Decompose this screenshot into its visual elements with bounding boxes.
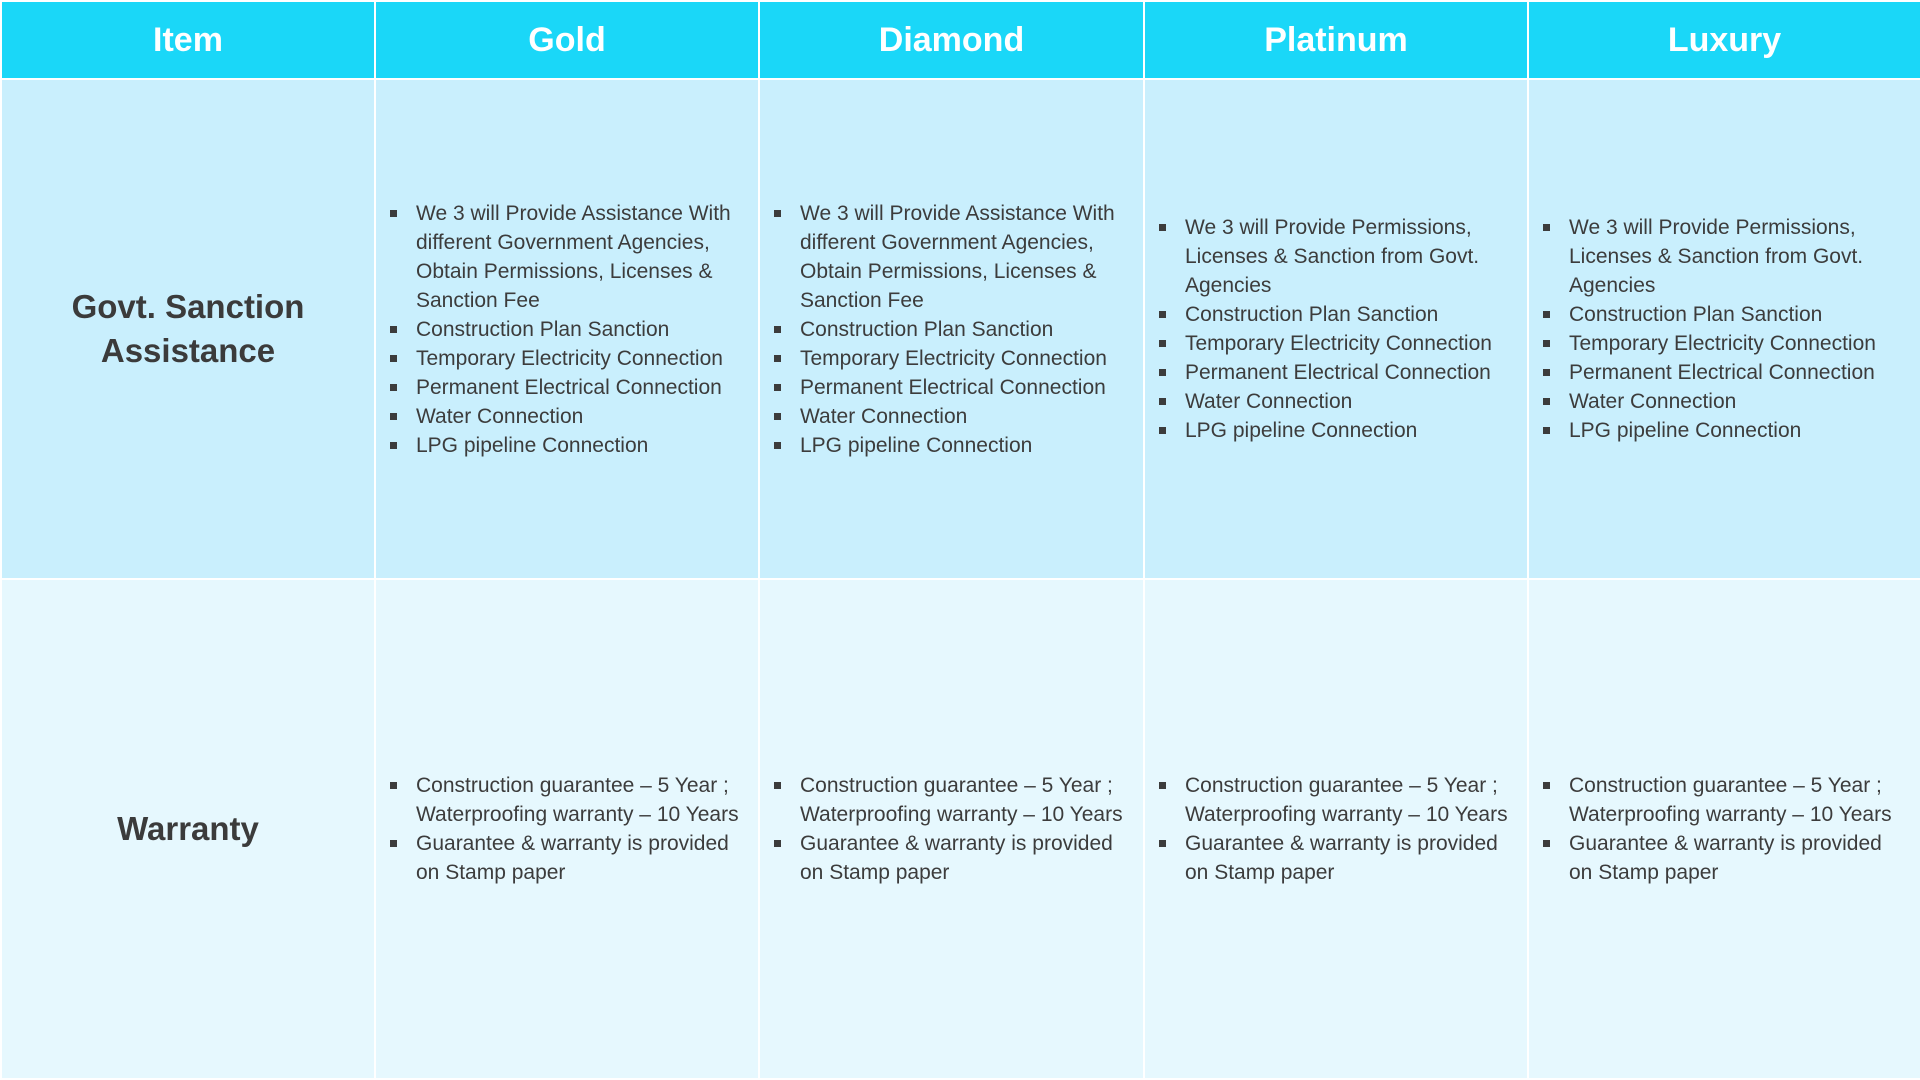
feature-list <box>1529 213 1920 445</box>
header-luxury: Luxury <box>1528 1 1920 79</box>
cell-diamond-govt-sanction <box>759 79 1144 579</box>
list-item: LPG pipeline Connection <box>800 431 1129 460</box>
list-item: Temporary Electricity Connection <box>1185 329 1513 358</box>
feature-list <box>1145 213 1527 445</box>
list-item: Temporary Electricity Connection <box>416 344 744 373</box>
list-item: Guarantee & warranty is provided on Stamp paper <box>1185 829 1513 887</box>
list-item: Construction Plan Sanction <box>1185 300 1513 329</box>
feature-list <box>1529 771 1920 887</box>
row-govt-sanction <box>1 79 1920 579</box>
feature-list <box>760 771 1143 887</box>
cell-platinum-govt-sanction <box>1144 79 1528 579</box>
cell-diamond-warranty <box>759 579 1144 1079</box>
list-item: Water Connection <box>416 402 744 431</box>
feature-list <box>376 771 758 887</box>
list-item: Permanent Electrical Connection <box>1185 358 1513 387</box>
header-item: Item <box>1 1 375 79</box>
list-item: LPG pipeline Connection <box>1569 416 1906 445</box>
list-item: Guarantee & warranty is provided on Stamp paper <box>1569 829 1906 887</box>
feature-list <box>376 199 758 460</box>
list-item: Temporary Electricity Connection <box>1569 329 1906 358</box>
header-platinum: Platinum <box>1144 1 1528 79</box>
list-item: Construction Plan Sanction <box>800 315 1129 344</box>
cell-luxury-govt-sanction <box>1528 79 1920 579</box>
feature-list <box>760 199 1143 460</box>
header-diamond: Diamond <box>759 1 1144 79</box>
row-label-govt-sanction <box>1 79 375 579</box>
list-item: We 3 will Provide Assistance With different Government Agencies, Obtain Permissions, Licenses & Sanction Fee <box>800 199 1129 315</box>
cell-gold-warranty <box>375 579 759 1079</box>
header-gold: Gold <box>375 1 759 79</box>
list-item: Construction guarantee – 5 Year ; Waterproofing warranty – 10 Years <box>416 771 744 829</box>
cell-luxury-warranty <box>1528 579 1920 1079</box>
list-item: LPG pipeline Connection <box>416 431 744 460</box>
list-item: LPG pipeline Connection <box>1185 416 1513 445</box>
row-label-text: Govt. Sanction Assistance <box>71 288 305 369</box>
list-item: Guarantee & warranty is provided on Stamp paper <box>800 829 1129 887</box>
list-item: Temporary Electricity Connection <box>800 344 1129 373</box>
list-item: Permanent Electrical Connection <box>1569 358 1906 387</box>
list-item: Construction Plan Sanction <box>1569 300 1906 329</box>
list-item: Construction guarantee – 5 Year ; Waterproofing warranty – 10 Years <box>1569 771 1906 829</box>
list-item: Water Connection <box>1185 387 1513 416</box>
cell-platinum-warranty <box>1144 579 1528 1079</box>
list-item: Water Connection <box>800 402 1129 431</box>
list-item: We 3 will Provide Permissions, Licenses & Sanction from Govt. Agencies <box>1569 213 1906 300</box>
list-item: Construction guarantee – 5 Year ; Waterproofing warranty – 10 Years <box>1185 771 1513 829</box>
cell-gold-govt-sanction <box>375 79 759 579</box>
list-item: We 3 will Provide Permissions, Licenses & Sanction from Govt. Agencies <box>1185 213 1513 300</box>
list-item: Construction guarantee – 5 Year ; Waterproofing warranty – 10 Years <box>800 771 1129 829</box>
list-item: Permanent Electrical Connection <box>800 373 1129 402</box>
list-item: Permanent Electrical Connection <box>416 373 744 402</box>
header-row <box>1 1 1920 79</box>
feature-list <box>1145 771 1527 887</box>
list-item: Water Connection <box>1569 387 1906 416</box>
row-label-text: Warranty <box>117 810 259 847</box>
list-item: Guarantee & warranty is provided on Stamp paper <box>416 829 744 887</box>
row-warranty <box>1 579 1920 1079</box>
row-label-warranty <box>1 579 375 1079</box>
list-item: Construction Plan Sanction <box>416 315 744 344</box>
list-item: We 3 will Provide Assistance With different Government Agencies, Obtain Permissions, Licenses & Sanction Fee <box>416 199 744 315</box>
